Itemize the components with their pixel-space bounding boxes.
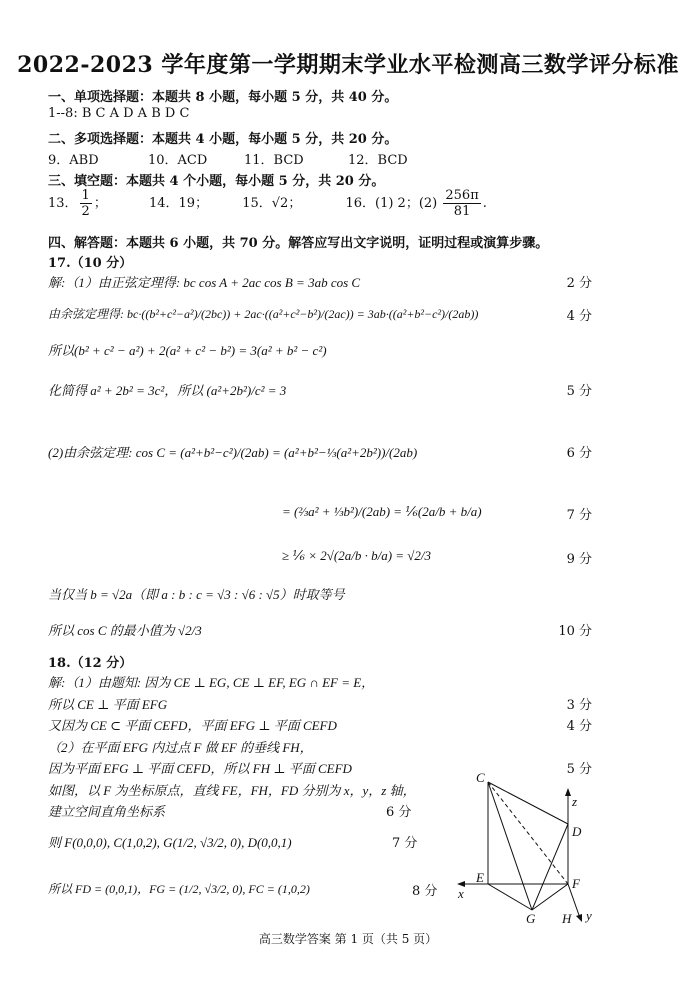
q17-line-4: 化简得 a² + 2b² = 3c²，所以 (a²+2b²)/c² = 3 <box>48 383 287 398</box>
axis-y-arrow <box>576 914 582 922</box>
answer-14: 14．19； <box>148 196 209 211</box>
q18-score-7: 7 分 <box>392 836 418 851</box>
q18-line-5: 因为平面 EFG ⊥ 平面 CEFD，所以 FH ⊥ 平面 CEFD <box>48 761 352 776</box>
section-4-heading: 四、解答题：本题共 6 小题，共 70 分。解答应写出文字说明，证明过程或演算步骤。 <box>48 236 549 251</box>
q17-line-9: 所以 cos C 的最小值为 √2/3 <box>48 623 202 638</box>
section-2-answer-10: 10．ACD <box>148 153 208 168</box>
q18-label: 18.（12 分） <box>48 656 133 671</box>
q17-score-5: 5 分 <box>566 384 592 399</box>
label-z: z <box>572 794 578 809</box>
label-H: H <box>562 911 572 926</box>
q17-score-2: 2 分 <box>566 276 592 291</box>
answer-13-fraction <box>80 188 92 219</box>
q17-score-6: 6 分 <box>566 446 592 461</box>
label-y: y <box>586 908 592 923</box>
q18-score-6: 6 分 <box>386 805 412 820</box>
edge-EG <box>488 884 532 910</box>
q18-line-9: 所以 FD = (0,0,1)，FG = (1/2, √3/2, 0), FC = (1,0,2) <box>48 882 310 896</box>
q17-score-4: 4 分 <box>566 309 592 324</box>
q17-line-5: (2)由余弦定理: cos C = (a²+b²−c²)/(2ab) = (a²+b²−⅓(a²+2b²))/(2ab) <box>48 445 418 460</box>
q18-line-1: 解:（1）由题知: 因为 CE ⊥ EG, CE ⊥ EF, EG ∩ EF = E， <box>48 675 375 690</box>
section-2-answer-12: 12．BCD <box>348 153 408 168</box>
geometry-figure <box>452 770 602 926</box>
q17-score-10: 10 分 <box>558 624 592 639</box>
answer-13-end: ； <box>93 196 107 211</box>
answer-13-label: 13． <box>48 196 78 211</box>
label-E: E <box>476 870 484 885</box>
page-footer: 高三数学答案 第 1 页（共 5 页） <box>258 932 438 946</box>
q18-score-4: 4 分 <box>566 719 592 734</box>
label-C: C <box>476 770 485 785</box>
answer-13-den: 2 <box>81 204 90 219</box>
section-3-answers: 13． $\frac{1}{2}$ ； 14．19； 15．√2； 16．(1) 2；(2) $\frac{256\pi}{81}$ . <box>48 188 487 219</box>
q18-line-6: 如图，以 F 为坐标原点，直线 FE，FH，FD 分别为 x，y，z 轴， <box>48 783 416 798</box>
section-1-answers: 1--8: B C A D A B D C <box>48 106 190 121</box>
section-3-heading: 三、填空题：本题共 4 个小题，每小题 5 分，共 20 分。 <box>48 174 385 189</box>
answer-16-fraction <box>443 188 480 219</box>
q17-score-9: 9 分 <box>566 552 592 567</box>
section-2-heading: 二、多项选择题：本题共 4 小题，每小题 5 分，共 20 分。 <box>48 132 398 147</box>
answer-16-num: 256π <box>445 188 479 203</box>
q17-label: 17.（10 分） <box>48 256 133 271</box>
q17-line-7: ≥ ⅙ × 2√(2a/b · b/a) = √2/3 <box>282 548 432 563</box>
section-2-answer-9: 9．ABD <box>48 153 99 168</box>
answer-13-num: 1 <box>81 188 90 203</box>
q18-line-2: 所以 CE ⊥ 平面 EFG <box>48 697 168 712</box>
label-G: G <box>526 911 536 926</box>
answer-15: 15．√2； <box>242 196 302 211</box>
q18-line-3: 又因为 CE ⊂ 平面 CEFD，平面 EFG ⊥ 平面 CEFD <box>48 718 337 733</box>
q18-score-8: 8 分 <box>412 884 438 899</box>
section-2-answer-11: 11．BCD <box>244 153 304 168</box>
page-title: 2022-2023 学年度第一学期期末学业水平检测高三数学评分标准 <box>17 52 679 78</box>
edge-CF <box>488 782 568 884</box>
answer-16-den: 81 <box>453 204 471 219</box>
axis-z-arrow <box>565 788 571 796</box>
q18-line-8: 则 F(0,0,0), C(1,0,2), G(1/2, √3/2, 0), D(0,0,1) <box>48 835 292 850</box>
q17-line-2: 由余弦定理得: bc·((b²+c²−a²)/(2bc)) + 2ac·((a²+c²−b²)/(2ac)) = 3ab·((a²+b²−c²)/(2ab)) <box>48 307 479 321</box>
q18-line-7: 建立空间直角坐标系 <box>48 804 166 819</box>
q18-score-5: 5 分 <box>566 762 592 777</box>
label-D: D <box>572 824 582 839</box>
label-F: F <box>572 876 580 891</box>
q17-score-7: 7 分 <box>566 508 592 523</box>
q18-line-4: （2）在平面 EFG 内过点 F 做 EF 的垂线 FH， <box>48 740 313 755</box>
q17-line-8: 当仅当 b = √2a（即 a : b : c = √3 : √6 : √5）时取等号 <box>48 587 345 602</box>
section-1-heading: 一、单项选择题：本题共 8 小题，每小题 5 分，共 40 分。 <box>48 90 398 105</box>
q17-line-1: 解:（1）由正弦定理得: bc cos A + 2ac cos B = 3ab cos C <box>48 275 361 290</box>
answer-16: 16．(1) 2；(2) <box>345 196 438 211</box>
q17-line-6: = (⅔a² + ⅓b²)/(2ab) = ⅙(2a/b + b/a) <box>282 504 482 519</box>
q17-line-3: 所以(b² + c² − a²) + 2(a² + c² − b²) = 3(a² + b² − c²) <box>48 343 327 358</box>
label-x: x <box>458 886 464 901</box>
q18-score-3: 3 分 <box>566 698 592 713</box>
